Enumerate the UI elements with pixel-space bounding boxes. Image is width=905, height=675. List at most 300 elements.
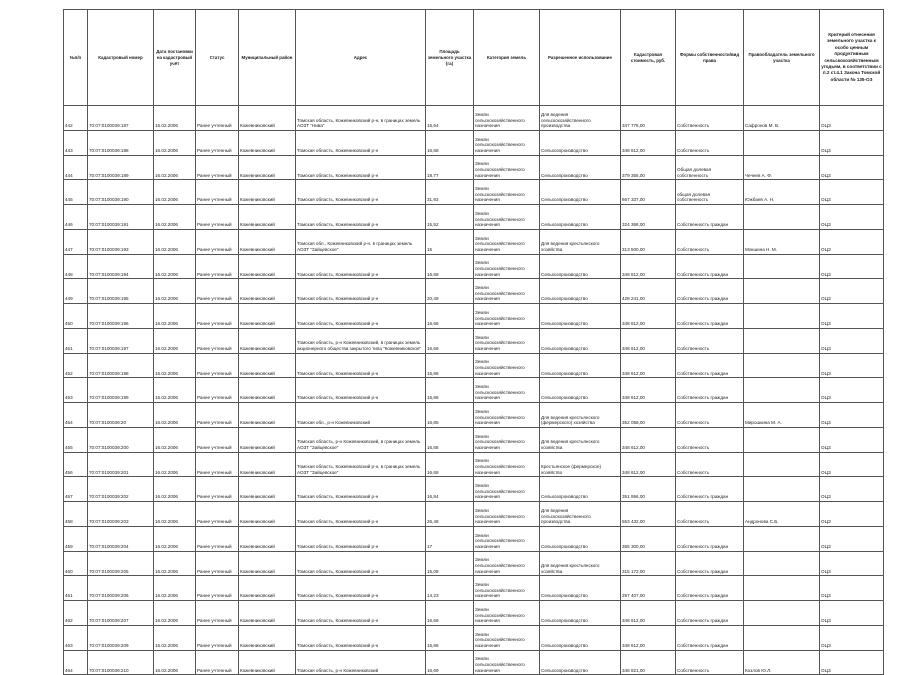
- cell-criterion: ОЦЗ: [820, 625, 884, 650]
- cell-cadastral-value: 553 432,00: [621, 502, 676, 527]
- table-row: [64, 576, 884, 601]
- cell-district: Кожевниковский: [239, 502, 296, 527]
- cell-land-category: Земли сельскохозяйственного назначения: [474, 180, 540, 205]
- cell-area: 16,68: [426, 601, 474, 626]
- cell-ownership-form: Собственность граждан: [676, 254, 744, 279]
- cell-cadastral-value: 347 776,00: [621, 106, 676, 131]
- cell-land-category: Земли сельскохозяйственного назначения: [474, 155, 540, 180]
- cell-criterion: ОЦЗ: [820, 304, 884, 329]
- cell-registration-date: 16.02.2006: [154, 477, 196, 502]
- cell-district: Кожевниковский: [239, 304, 296, 329]
- spreadsheet-page: [63, 9, 882, 675]
- cell-row-number: 442: [64, 106, 88, 131]
- cell-district: Кожевниковский: [239, 625, 296, 650]
- cell-cadastral-value: 348 612,00: [621, 130, 676, 155]
- cell-right-holder: Мирошкина М. А.: [744, 403, 820, 428]
- cell-cadastral-value: 348 612,00: [621, 625, 676, 650]
- cell-status: Ранее учтенный: [196, 155, 239, 180]
- cell-registration-date: 16.02.2006: [154, 551, 196, 576]
- cell-right-holder: Козлов Ю.Л.: [744, 650, 820, 675]
- cell-right-holder: [744, 353, 820, 378]
- cell-cadastral-number: 70:07:0100039:198: [88, 353, 154, 378]
- cell-row-number: 456: [64, 452, 88, 477]
- cell-registration-date: 16.02.2006: [154, 205, 196, 230]
- cell-cadastral-number: 70:07:0100039:204: [88, 526, 154, 551]
- cell-row-number: 443: [64, 130, 88, 155]
- cell-cadastral-value: 348 612,00: [621, 353, 676, 378]
- cell-address: Томская область, Кожевниковский р-н: [296, 205, 426, 230]
- cell-area: 16,68: [426, 304, 474, 329]
- table-row: [64, 625, 884, 650]
- cell-criterion: ОЦЗ: [820, 353, 884, 378]
- cell-land-category: Земли сельскохозяйственного назначения: [474, 106, 540, 131]
- cell-criterion: ОЦЗ: [820, 328, 884, 353]
- cell-status: Ранее учтенный: [196, 353, 239, 378]
- cell-right-holder: Южбаев А. Н.: [744, 180, 820, 205]
- cell-area: 16,68: [426, 625, 474, 650]
- cell-criterion: ОЦЗ: [820, 601, 884, 626]
- table-row: [64, 650, 884, 675]
- cell-criterion: ОЦЗ: [820, 551, 884, 576]
- cell-ownership-form: Собственность граждан: [676, 353, 744, 378]
- cell-status: Ранее учтенный: [196, 279, 239, 304]
- header-cell-land-category: Категория земель: [474, 10, 540, 106]
- cell-ownership-form: Собственность граждан: [676, 601, 744, 626]
- cell-permitted-use: Сельхозпроизводство: [540, 576, 621, 601]
- cell-ownership-form: Собственность: [676, 328, 744, 353]
- cell-cadastral-value: 348 612,00: [621, 427, 676, 452]
- cell-status: Ранее учтенный: [196, 477, 239, 502]
- cell-row-number: 451: [64, 328, 88, 353]
- cell-cadastral-number: 70:07:0100039:187: [88, 106, 154, 131]
- cell-land-category: Земли сельскохозяйственного назначения: [474, 452, 540, 477]
- cell-land-category: Земли сельскохозяйственного назначения: [474, 229, 540, 254]
- cell-address: Томская область, Кожевниковский р-н, в границах земель АОЗТ "Нива": [296, 106, 426, 131]
- header-cell-area: Площадь земельного участка (га): [426, 10, 474, 106]
- cell-cadastral-number: 70:07:0100039:203: [88, 502, 154, 527]
- cell-land-category: Земли сельскохозяйственного назначения: [474, 625, 540, 650]
- cell-status: Ранее учтенный: [196, 229, 239, 254]
- cell-registration-date: 16.02.2006: [154, 427, 196, 452]
- cell-district: Кожевниковский: [239, 427, 296, 452]
- cell-address: Томская область, Кожевниковский р-н: [296, 155, 426, 180]
- cell-cadastral-value: 348 612,00: [621, 328, 676, 353]
- cell-ownership-form: Собственность граждан: [676, 526, 744, 551]
- cell-land-category: Земли сельскохозяйственного назначения: [474, 403, 540, 428]
- cell-ownership-form: Собственность: [676, 403, 744, 428]
- cell-area: 16,68: [426, 328, 474, 353]
- cell-status: Ранее учтенный: [196, 180, 239, 205]
- cell-address: Томская область, Кожевниковский р-н: [296, 625, 426, 650]
- cell-address: Томская область, Кожевниковский р-н: [296, 279, 426, 304]
- cell-row-number: 458: [64, 502, 88, 527]
- cell-district: Кожевниковский: [239, 130, 296, 155]
- cell-right-holder: [744, 254, 820, 279]
- cell-ownership-form: Собственность: [676, 229, 744, 254]
- cell-permitted-use: Сельхозпроизводство: [540, 328, 621, 353]
- cell-right-holder: [744, 328, 820, 353]
- cell-registration-date: 16.02.2006: [154, 106, 196, 131]
- cell-permitted-use: Сельхозпроизводство: [540, 180, 621, 205]
- cell-status: Ранее учтенный: [196, 254, 239, 279]
- cell-ownership-form: Собственность: [676, 502, 744, 527]
- cell-row-number: 444: [64, 155, 88, 180]
- cell-cadastral-number: 70:07:0100039:195: [88, 279, 154, 304]
- cell-cadastral-value: 667 337,00: [621, 180, 676, 205]
- cell-cadastral-number: 70:07:0100039:206: [88, 576, 154, 601]
- cell-status: Ранее учтенный: [196, 205, 239, 230]
- cell-right-holder: [744, 477, 820, 502]
- cell-criterion: ОЦЗ: [820, 378, 884, 403]
- cell-permitted-use: Сельхозпроизводство: [540, 378, 621, 403]
- cell-area: 15,08: [426, 551, 474, 576]
- cell-cadastral-value: 315 172,00: [621, 551, 676, 576]
- cell-cadastral-number: 70:07:0100039:205: [88, 551, 154, 576]
- cell-registration-date: 16.02.2006: [154, 279, 196, 304]
- cell-address: Томская область, р-н Кожевниковский, в границах земель АОЗТ "Зайцевское": [296, 427, 426, 452]
- cell-cadastral-number: 70:07:0100039:200: [88, 427, 154, 452]
- cell-row-number: 464: [64, 650, 88, 675]
- table-row: [64, 353, 884, 378]
- cell-permitted-use: Сельхозпроизводство: [540, 477, 621, 502]
- cell-ownership-form: Собственность: [676, 650, 744, 675]
- cell-registration-date: 16.02.2006: [154, 155, 196, 180]
- cell-right-holder: [744, 526, 820, 551]
- cell-registration-date: 16.02.2006: [154, 328, 196, 353]
- cell-registration-date: 16.02.2006: [154, 452, 196, 477]
- header-cell-right-holder: Правообладатель земельного участка: [744, 10, 820, 106]
- cell-criterion: ОЦЗ: [820, 403, 884, 428]
- cell-address: Томская область, Кожевниковский р-н: [296, 551, 426, 576]
- cell-ownership-form: Собственность: [676, 106, 744, 131]
- cell-criterion: ОЦЗ: [820, 180, 884, 205]
- cell-criterion: ОЦЗ: [820, 205, 884, 230]
- cell-cadastral-number: 70:07:0100039:209: [88, 625, 154, 650]
- cell-area: 14,23: [426, 576, 474, 601]
- cell-cadastral-number: 70:07:0100039:199: [88, 378, 154, 403]
- cell-cadastral-number: 70:07:0100039:190: [88, 180, 154, 205]
- cell-address: Томская область, Кожевниковский р-н: [296, 180, 426, 205]
- cell-right-holder: [744, 551, 820, 576]
- cell-ownership-form: Собственность граждан: [676, 551, 744, 576]
- cell-area: 26,48: [426, 502, 474, 527]
- cell-cadastral-value: 428 241,00: [621, 279, 676, 304]
- cell-district: Кожевниковский: [239, 576, 296, 601]
- cell-district: Кожевниковский: [239, 452, 296, 477]
- cell-status: Ранее учтенный: [196, 576, 239, 601]
- cell-address: Томская область, Кожевниковский р-н: [296, 378, 426, 403]
- cell-land-category: Земли сельскохозяйственного назначения: [474, 328, 540, 353]
- cell-ownership-form: Собственность граждан: [676, 576, 744, 601]
- cell-cadastral-number: 70:07:0100039:188: [88, 130, 154, 155]
- cell-land-category: Земли сельскохозяйственного назначения: [474, 477, 540, 502]
- cell-address: Томская область, Кожевниковский р-н: [296, 576, 426, 601]
- cell-address: Томская область, Кожевниковский р-н: [296, 502, 426, 527]
- cell-address: Томская обл., Кожевниковский р-н, в границах земель АОЗТ "Зайцевское": [296, 229, 426, 254]
- header-cell-criterion: Критерий отнесения земельного участка к особо ценным продуктивным сельскохозяйственным угодьям, в соответствии с п.2 ст.4.1 Закона Томской области № 135-ОЗ: [820, 10, 884, 106]
- cell-permitted-use: Для ведения крестьянского хозяйства: [540, 427, 621, 452]
- cell-registration-date: 16.02.2006: [154, 625, 196, 650]
- cell-registration-date: 16.02.2006: [154, 180, 196, 205]
- cell-right-holder: [744, 576, 820, 601]
- table-row: [64, 403, 884, 428]
- cell-row-number: 447: [64, 229, 88, 254]
- cell-right-holder: [744, 378, 820, 403]
- cell-permitted-use: Сельхозпроизводство: [540, 205, 621, 230]
- cell-address: Томская область, р-н Кожевниковский: [296, 650, 426, 675]
- land-plots-table: [63, 9, 884, 675]
- cell-area: 20,49: [426, 279, 474, 304]
- cell-address: Томская область, р-н Кожевниковский, в границах земель акционерного общества закрытого типа "Кожевниковское": [296, 328, 426, 353]
- table-row: [64, 378, 884, 403]
- cell-permitted-use: Сельхозпроизводство: [540, 254, 621, 279]
- cell-status: Ранее учтенный: [196, 378, 239, 403]
- cell-address: Томская область, Кожевниковский р-н: [296, 304, 426, 329]
- cell-row-number: 452: [64, 353, 88, 378]
- table-header-row: [64, 10, 884, 106]
- table-row: [64, 328, 884, 353]
- table-row: [64, 205, 884, 230]
- cell-row-number: 459: [64, 526, 88, 551]
- cell-row-number: 446: [64, 205, 88, 230]
- cell-criterion: ОЦЗ: [820, 229, 884, 254]
- cell-registration-date: 16.02.2006: [154, 254, 196, 279]
- cell-row-number: 462: [64, 601, 88, 626]
- header-cell-status: Статус: [196, 10, 239, 106]
- cell-status: Ранее учтенный: [196, 427, 239, 452]
- cell-row-number: 455: [64, 427, 88, 452]
- cell-district: Кожевниковский: [239, 477, 296, 502]
- cell-cadastral-number: 70:07:0100039:201: [88, 452, 154, 477]
- cell-cadastral-number: 70:07:0100039:202: [88, 477, 154, 502]
- cell-cadastral-value: 348 612,00: [621, 452, 676, 477]
- cell-district: Кожевниковский: [239, 551, 296, 576]
- cell-area: 16,64: [426, 106, 474, 131]
- cell-district: Кожевниковский: [239, 254, 296, 279]
- cell-area: 16,68: [426, 254, 474, 279]
- cell-criterion: ОЦЗ: [820, 130, 884, 155]
- table-row: [64, 427, 884, 452]
- header-cell-number: №п/п: [64, 10, 88, 106]
- cell-land-category: Земли сельскохозяйственного назначения: [474, 205, 540, 230]
- cell-district: Кожевниковский: [239, 526, 296, 551]
- cell-ownership-form: Общая долевая собственность: [676, 155, 744, 180]
- cell-permitted-use: Для ведения сельскохозяйственного производства: [540, 502, 621, 527]
- cell-ownership-form: Собственность: [676, 427, 744, 452]
- cell-status: Ранее учтенный: [196, 452, 239, 477]
- cell-criterion: ОЦЗ: [820, 452, 884, 477]
- cell-district: Кожевниковский: [239, 229, 296, 254]
- cell-ownership-form: Собственность граждан: [676, 279, 744, 304]
- cell-registration-date: 16.02.2006: [154, 526, 196, 551]
- table-row: [64, 304, 884, 329]
- cell-area: 15: [426, 229, 474, 254]
- cell-registration-date: 16.02.2006: [154, 353, 196, 378]
- cell-criterion: ОЦЗ: [820, 650, 884, 675]
- cell-district: Кожевниковский: [239, 106, 296, 131]
- cell-row-number: 449: [64, 279, 88, 304]
- table-body: [64, 106, 884, 675]
- cell-cadastral-number: 70:07:0100039:194: [88, 254, 154, 279]
- cell-right-holder: Андронова С.Б.: [744, 502, 820, 527]
- cell-area: 31,93: [426, 180, 474, 205]
- cell-district: Кожевниковский: [239, 279, 296, 304]
- cell-area: 16,68: [426, 427, 474, 452]
- cell-cadastral-value: 351 956,00: [621, 477, 676, 502]
- cell-land-category: Земли сельскохозяйственного назначения: [474, 551, 540, 576]
- cell-registration-date: 16.02.2006: [154, 130, 196, 155]
- cell-cadastral-number: 70:07:0100039:210: [88, 650, 154, 675]
- cell-land-category: Земли сельскохозяйственного назначения: [474, 526, 540, 551]
- cell-status: Ранее учтенный: [196, 328, 239, 353]
- header-cell-district: Муниципальный район: [239, 10, 296, 106]
- cell-status: Ранее учтенный: [196, 403, 239, 428]
- cell-status: Ранее учтенный: [196, 551, 239, 576]
- cell-land-category: Земли сельскохозяйственного назначения: [474, 427, 540, 452]
- cell-status: Ранее учтенный: [196, 304, 239, 329]
- cell-area: 16,84: [426, 477, 474, 502]
- table-row: [64, 155, 884, 180]
- cell-right-holder: [744, 601, 820, 626]
- cell-registration-date: 16.02.2006: [154, 650, 196, 675]
- cell-address: Томская обл., р-н Кожевниковский: [296, 403, 426, 428]
- cell-criterion: ОЦЗ: [820, 477, 884, 502]
- cell-district: Кожевниковский: [239, 180, 296, 205]
- cell-permitted-use: Сельхозпроизводство: [540, 155, 621, 180]
- cell-permitted-use: Сельхозпроизводство: [540, 650, 621, 675]
- cell-cadastral-number: 70:07:0100039:20: [88, 403, 154, 428]
- cell-ownership-form: Собственность граждан: [676, 304, 744, 329]
- cell-area: 16,85: [426, 403, 474, 428]
- cell-status: Ранее учтенный: [196, 502, 239, 527]
- cell-criterion: ОЦЗ: [820, 427, 884, 452]
- cell-right-holder: Чечнев А. Ф.: [744, 155, 820, 180]
- cell-cadastral-value: 324 368,00: [621, 205, 676, 230]
- cell-ownership-form: Собственность: [676, 452, 744, 477]
- table-row: [64, 106, 884, 131]
- cell-criterion: ОЦЗ: [820, 254, 884, 279]
- cell-permitted-use: Сельхозпроизводство: [540, 526, 621, 551]
- cell-permitted-use: Сельхозпроизводство: [540, 353, 621, 378]
- cell-criterion: ОЦЗ: [820, 576, 884, 601]
- cell-right-holder: [744, 205, 820, 230]
- cell-right-holder: [744, 279, 820, 304]
- cell-cadastral-value: 348 612,00: [621, 254, 676, 279]
- cell-criterion: ОЦЗ: [820, 279, 884, 304]
- cell-area: 17: [426, 526, 474, 551]
- cell-land-category: Земли сельскохозяйственного назначения: [474, 304, 540, 329]
- cell-ownership-form: Собственность граждан: [676, 378, 744, 403]
- cell-address: Томская область, Кожевниковский р-н, в границах земель АОЗТ "Зайцевское": [296, 452, 426, 477]
- cell-registration-date: 16.02.2006: [154, 304, 196, 329]
- cell-permitted-use: Сельхозпроизводство: [540, 601, 621, 626]
- cell-criterion: ОЦЗ: [820, 106, 884, 131]
- cell-address: Томская область, Кожевниковский р-н: [296, 254, 426, 279]
- cell-registration-date: 16.02.2006: [154, 378, 196, 403]
- cell-district: Кожевниковский: [239, 378, 296, 403]
- cell-status: Ранее учтенный: [196, 526, 239, 551]
- cell-permitted-use: Сельхозпроизводство: [540, 130, 621, 155]
- cell-address: Томская область, Кожевниковский р-н: [296, 130, 426, 155]
- table-row: [64, 477, 884, 502]
- cell-cadastral-number: 70:07:0100039:207: [88, 601, 154, 626]
- cell-permitted-use: Сельхозпроизводство: [540, 304, 621, 329]
- cell-ownership-form: Собственность: [676, 130, 744, 155]
- cell-registration-date: 16.02.2006: [154, 601, 196, 626]
- cell-permitted-use: Для ведения крестьянского хозяйства: [540, 551, 621, 576]
- cell-status: Ранее учтенный: [196, 650, 239, 675]
- cell-cadastral-value: 352 058,00: [621, 403, 676, 428]
- cell-row-number: 453: [64, 378, 88, 403]
- cell-area: 16,68: [426, 130, 474, 155]
- cell-row-number: 461: [64, 576, 88, 601]
- cell-right-holder: [744, 304, 820, 329]
- cell-land-category: Земли сельскохозяйственного назначения: [474, 601, 540, 626]
- cell-address: Томская область, Кожевниковский р-н: [296, 526, 426, 551]
- cell-cadastral-number: 70:07:0100039:196: [88, 304, 154, 329]
- cell-area: 15,52: [426, 205, 474, 230]
- cell-district: Кожевниковский: [239, 353, 296, 378]
- cell-district: Кожевниковский: [239, 650, 296, 675]
- cell-criterion: ОЦЗ: [820, 155, 884, 180]
- cell-cadastral-value: 355 300,00: [621, 526, 676, 551]
- cell-cadastral-value: 313 500,00: [621, 229, 676, 254]
- cell-land-category: Земли сельскохозяйственного назначения: [474, 650, 540, 675]
- table-row: [64, 502, 884, 527]
- cell-land-category: Земли сельскохозяйственного назначения: [474, 378, 540, 403]
- cell-criterion: ОЦЗ: [820, 526, 884, 551]
- cell-permitted-use: Крестьянское (фермерское) хозяйство: [540, 452, 621, 477]
- cell-district: Кожевниковский: [239, 328, 296, 353]
- cell-registration-date: 16.02.2006: [154, 229, 196, 254]
- cell-land-category: Земли сельскохозяйственного назначения: [474, 130, 540, 155]
- cell-row-number: 457: [64, 477, 88, 502]
- cell-right-holder: [744, 427, 820, 452]
- cell-permitted-use: Сельхозпроизводство: [540, 279, 621, 304]
- cell-right-holder: [744, 625, 820, 650]
- header-cell-permitted-use: Разрешенное использование: [540, 10, 621, 106]
- cell-row-number: 460: [64, 551, 88, 576]
- cell-land-category: Земли сельскохозяйственного назначения: [474, 576, 540, 601]
- cell-right-holder: [744, 452, 820, 477]
- cell-area: 16,68: [426, 353, 474, 378]
- cell-area: 18,77: [426, 155, 474, 180]
- header-cell-ownership-form: Формы собственности/вид права: [676, 10, 744, 106]
- cell-land-category: Земли сельскохозяйственного назначения: [474, 254, 540, 279]
- cell-row-number: 448: [64, 254, 88, 279]
- cell-land-category: Земли сельскохозяйственного назначения: [474, 279, 540, 304]
- cell-permitted-use: Для ведения крестьянского хозяйства: [540, 229, 621, 254]
- cell-cadastral-value: 379 355,00: [621, 155, 676, 180]
- cell-district: Кожевниковский: [239, 601, 296, 626]
- cell-permitted-use: Сельхозпроизводство: [540, 625, 621, 650]
- table-row: [64, 254, 884, 279]
- cell-right-holder: Мокшина Н. М.: [744, 229, 820, 254]
- cell-land-category: Земли сельскохозяйственного назначения: [474, 502, 540, 527]
- cell-cadastral-number: 70:07:0100039:193: [88, 229, 154, 254]
- cell-row-number: 463: [64, 625, 88, 650]
- cell-district: Кожевниковский: [239, 155, 296, 180]
- cell-ownership-form: Собственность граждан: [676, 477, 744, 502]
- cell-ownership-form: Собственность граждан: [676, 625, 744, 650]
- table-row: [64, 130, 884, 155]
- cell-registration-date: 16.02.2006: [154, 576, 196, 601]
- cell-right-holder: Сафронов М. В.: [744, 106, 820, 131]
- cell-ownership-form: Собственность граждан: [676, 205, 744, 230]
- cell-area: 16,69: [426, 650, 474, 675]
- cell-status: Ранее учтенный: [196, 625, 239, 650]
- table-row: [64, 601, 884, 626]
